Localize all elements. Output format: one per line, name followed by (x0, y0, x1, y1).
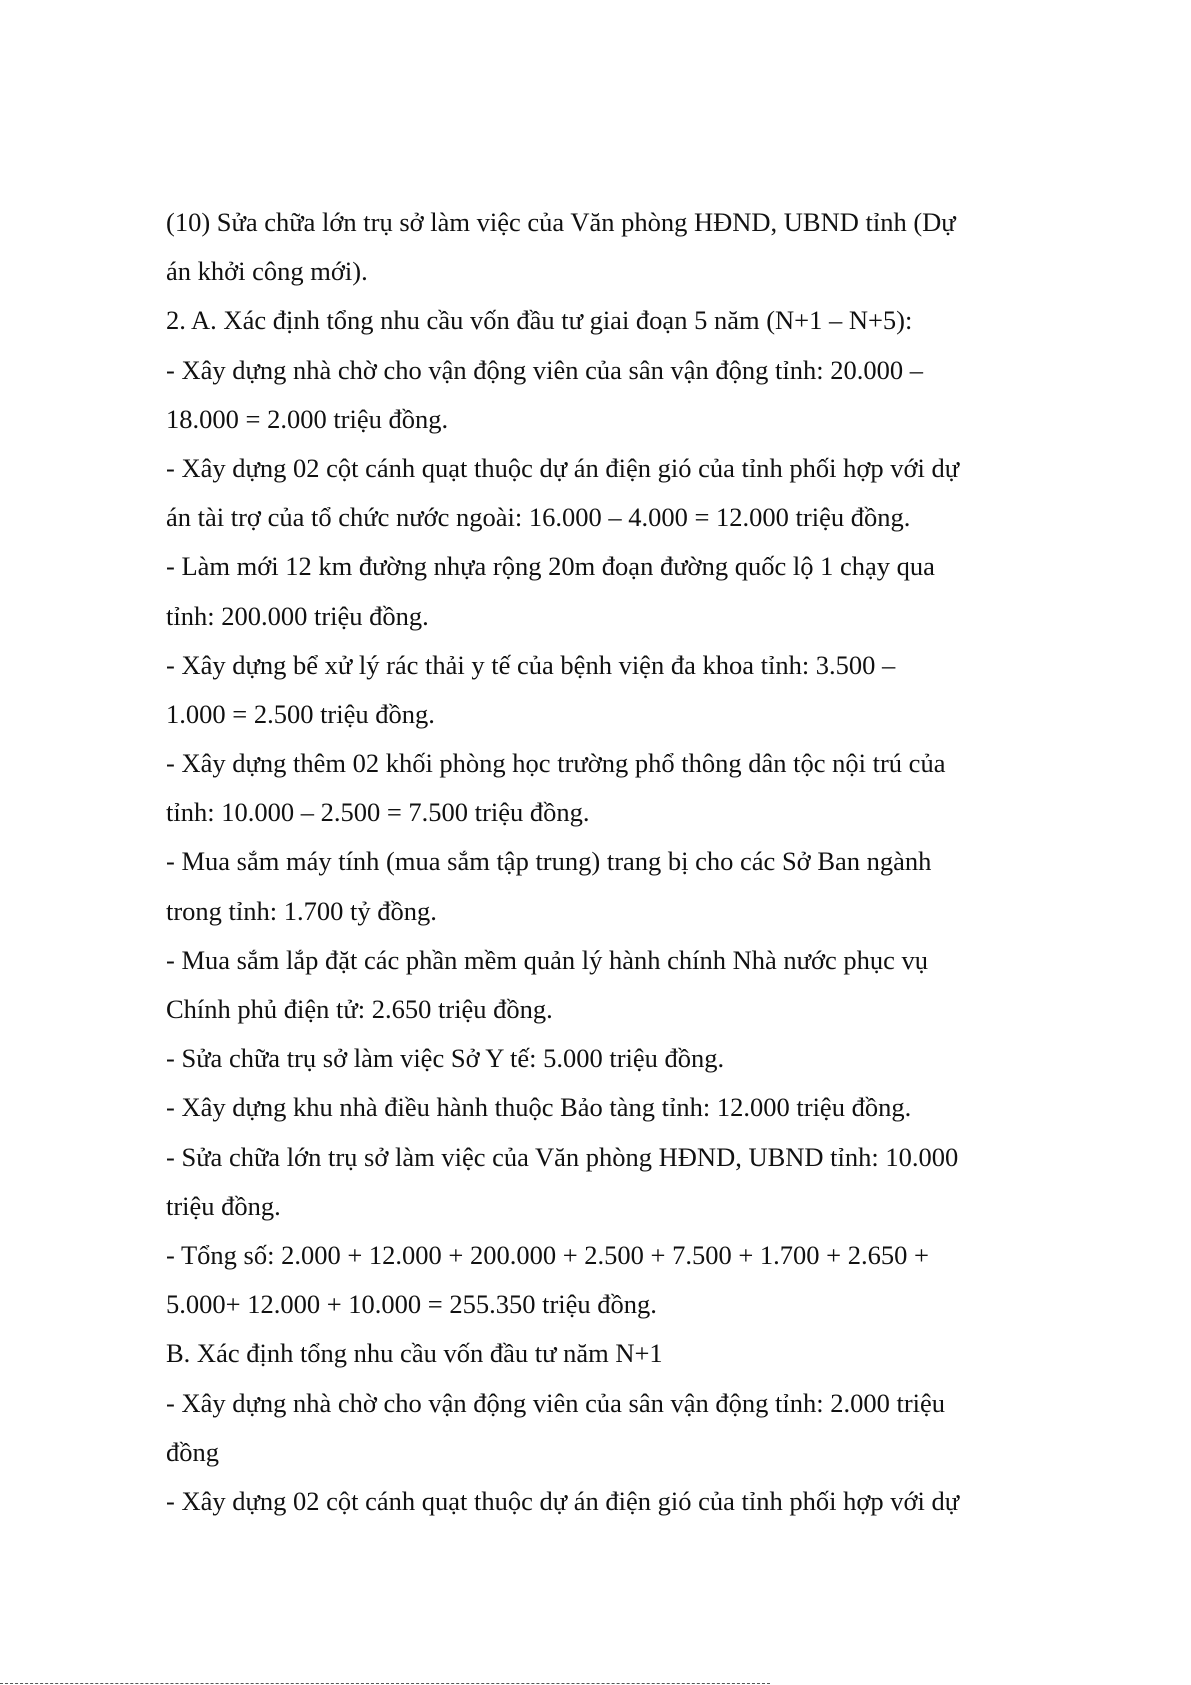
text-line: 1.000 = 2.500 triệu đồng. (166, 698, 435, 729)
text-line: - Xây dựng khu nhà điều hành thuộc Bảo tàng tỉnh: 12.000 triệu đồng. (166, 1092, 912, 1123)
text-line: 18.000 = 2.000 triệu đồng. (166, 403, 449, 434)
text-line: án khởi công mới). (166, 256, 368, 287)
text-line: 2. A. Xác định tổng nhu cầu vốn đầu tư giai đoạn 5 năm (N+1 – N+5): (166, 305, 913, 336)
text-line: - Mua sắm lắp đặt các phần mềm quản lý hành chính Nhà nước phục vụ (166, 944, 929, 975)
text-line: - Xây dựng 02 cột cánh quạt thuộc dự án điện gió của tỉnh phối hợp với dự (166, 452, 960, 483)
text-line: 5.000+ 12.000 + 10.000 = 255.350 triệu đồng. (166, 1289, 657, 1320)
text-line: - Xây dựng nhà chờ cho vận động viên của sân vận động tỉnh: 20.000 – (166, 354, 923, 385)
text-line: đồng (166, 1436, 219, 1467)
text-line: - Xây dựng nhà chờ cho vận động viên của sân vận động tỉnh: 2.000 triệu (166, 1387, 946, 1418)
document-body (166, 198, 1006, 1526)
footer-divider (0, 1683, 770, 1684)
text-line: - Xây dựng thêm 02 khối phòng học trường phổ thông dân tộc nội trú của (166, 748, 946, 779)
text-line: - Tổng số: 2.000 + 12.000 + 200.000 + 2.500 + 7.500 + 1.700 + 2.650 + (166, 1239, 929, 1270)
text-line: - Xây dựng bể xử lý rác thải y tế của bệnh viện đa khoa tỉnh: 3.500 – (166, 649, 896, 680)
text-line: - Sửa chữa trụ sở làm việc Sở Y tế: 5.000 triệu đồng. (166, 1043, 725, 1074)
text-line: - Xây dựng 02 cột cánh quạt thuộc dự án điện gió của tỉnh phối hợp với dự (166, 1485, 960, 1516)
text-line: - Sửa chữa lớn trụ sở làm việc của Văn phòng HĐND, UBND tỉnh: 10.000 (166, 1141, 959, 1172)
text-line: - Làm mới 12 km đường nhựa rộng 20m đoạn đường quốc lộ 1 chạy qua (166, 551, 935, 582)
text-line: Chính phủ điện tử: 2.650 triệu đồng. (166, 994, 553, 1024)
text-line: tỉnh: 200.000 triệu đồng. (166, 600, 429, 631)
text-line: (10) Sửa chữa lớn trụ sở làm việc của Văn phòng HĐND, UBND tỉnh (Dự (166, 207, 956, 237)
text-line: án tài trợ của tổ chức nước ngoài: 16.000 – 4.000 = 12.000 triệu đồng. (166, 502, 911, 533)
text-line: triệu đồng. (166, 1190, 281, 1221)
text-line: B. Xác định tổng nhu cầu vốn đầu tư năm N+1 (166, 1338, 663, 1369)
text-line: - Mua sắm máy tính (mua sắm tập trung) trang bị cho các Sở Ban ngành (166, 846, 932, 877)
text-line: trong tỉnh: 1.700 tỷ đồng. (166, 895, 437, 926)
text-line: tỉnh: 10.000 – 2.500 = 7.500 triệu đồng. (166, 797, 590, 828)
